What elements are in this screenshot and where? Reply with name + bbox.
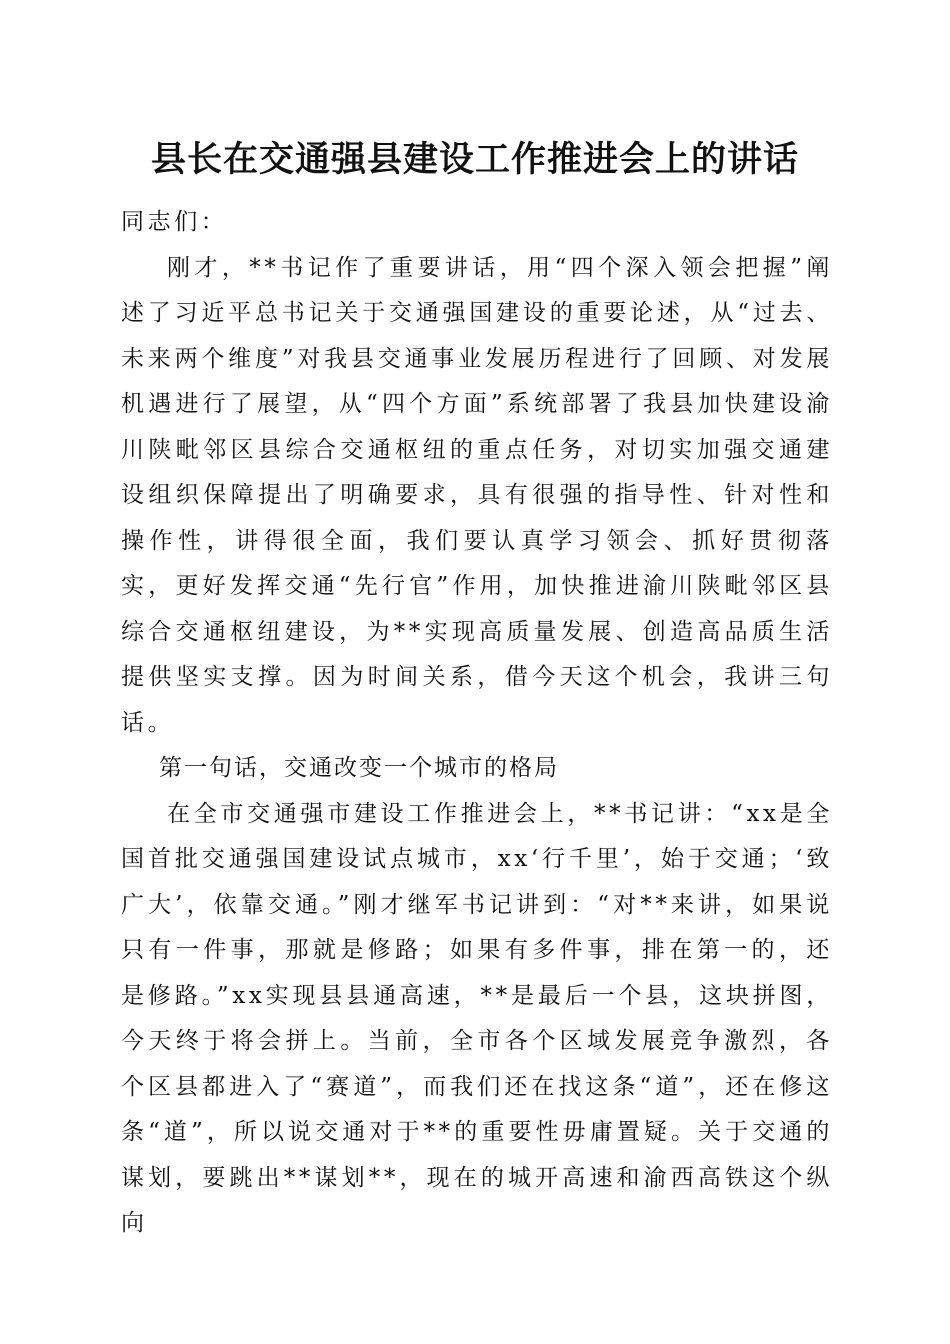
document-title: 县长在交通强县建设工作推进会上的讲话 xyxy=(150,139,799,180)
document-body xyxy=(121,200,833,1247)
section-paragraph: 在全市交通强市建设工作推进会上，**书记讲：“xx是全国首批交通强国建设试点城市，xx‘行千里’，始于交通；‘致广大’，依靠交通。”刚才继军书记讲到：“对**来讲，如果说只有一件事，那就是修路；如果有多件事，排在第一的，还是修路。”xx实现县县通高速，**是最后一个县，这块拼图，今天终于将会拼上。当前，全市各个区域发展竞争激烈，各个区县都进入了“赛道”，而我们还在找这条“道”，还在修这条“道”，所以说交通对于**的重要性毋庸置疑。关于交通的谋划，要跳出**谋划**，现在的城开高速和渝西高铁这个纵向 xyxy=(121,800,833,1236)
section-heading: 第一句话，交通改变一个城市的格局 xyxy=(159,755,559,781)
salutation: 同志们： xyxy=(121,209,228,235)
opening-paragraph: 刚才，**书记作了重要讲话，用“四个深入领会把握”阐述了习近平总书记关于交通强国建设的重要论述，从“过去、未来两个维度”对我县交通事业发展历程进行了回顾、对发展机遇进行了展望，从“四个方面”系统部署了我县加快建设渝川陕毗邻区县综合交通枢纽的重点任务，对切实加强交通建设组织保障提出了明确要求，具有很强的指导性、针对性和操作性，讲得很全面，我们要认真学习领会、抓好贯彻落实，更好发挥交通“先行官”作用，加快推进渝川陕毗邻区县综合交通枢纽建设，为**实现高质量发展、创造高品质生活提供坚实支撑。因为时间关系，借今天这个机会，我讲三句话。 xyxy=(121,254,833,736)
